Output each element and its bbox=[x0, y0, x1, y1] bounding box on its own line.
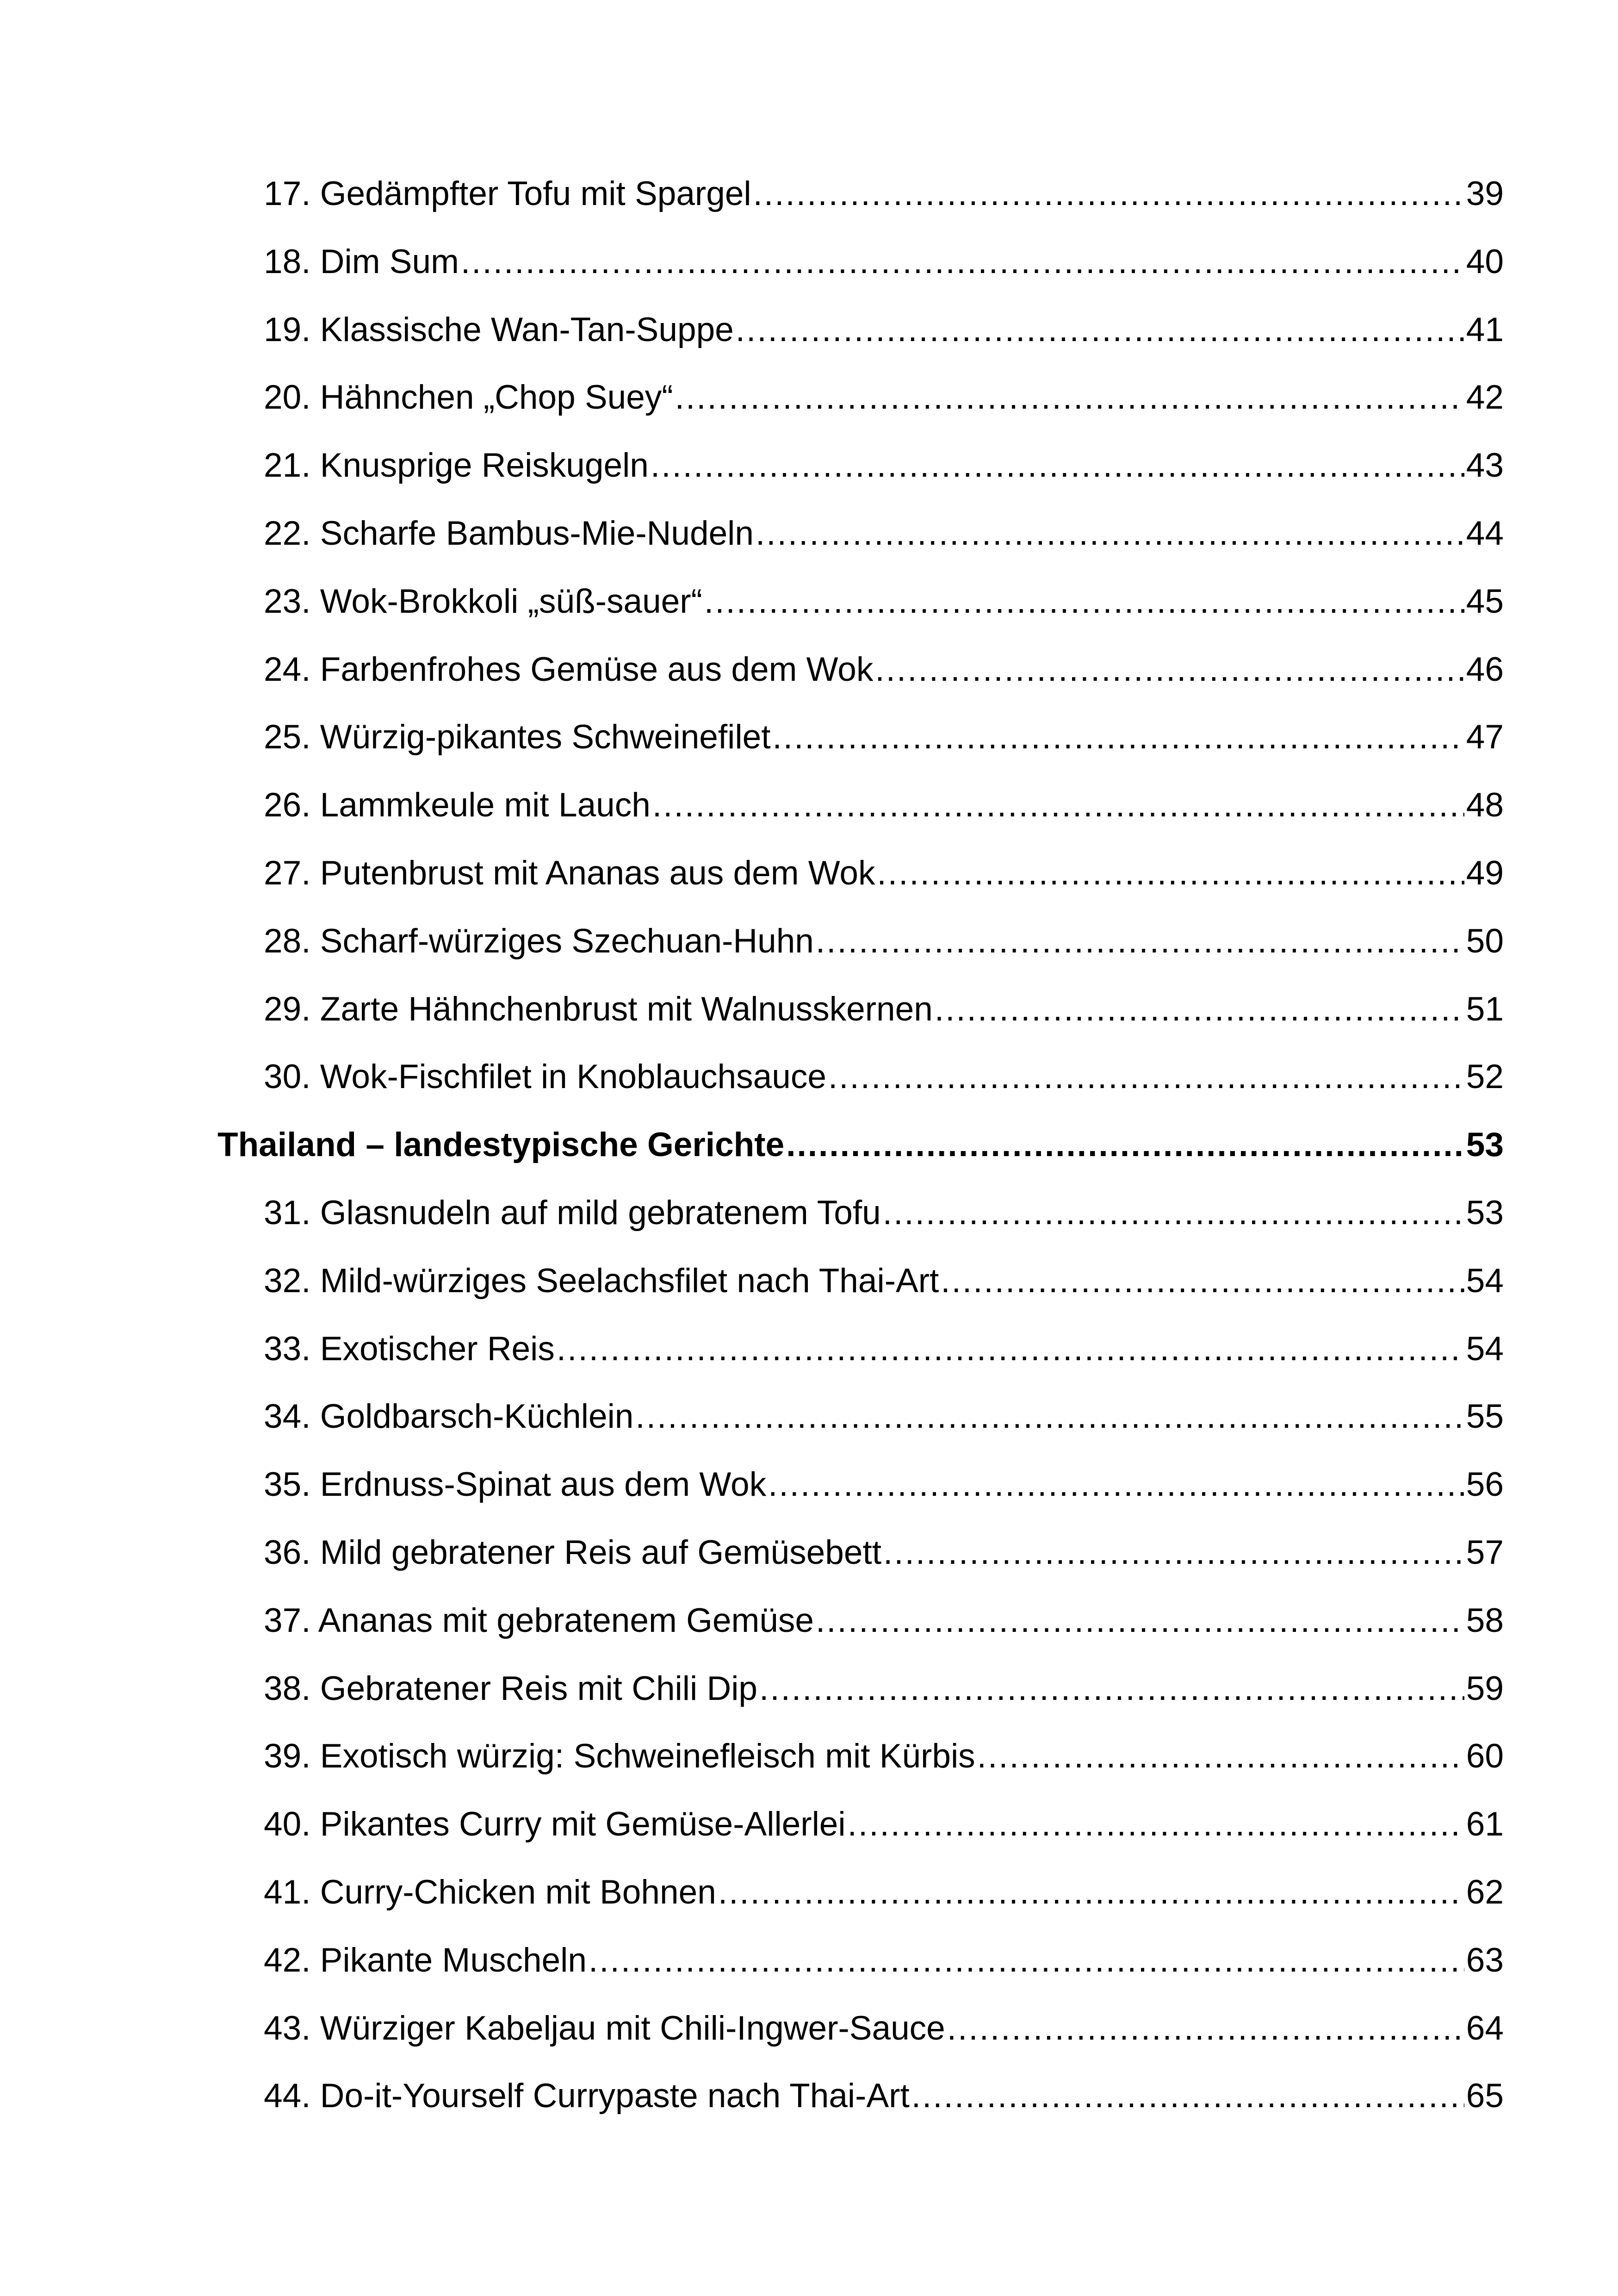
toc-page-number: 39 bbox=[1466, 175, 1504, 212]
toc-entry[interactable] bbox=[217, 1995, 1504, 2063]
toc-entry-title: 17. Gedämpfter Tofu mit Spargel bbox=[264, 175, 751, 212]
toc-entry[interactable] bbox=[217, 840, 1504, 908]
toc-dot-leader bbox=[704, 568, 1464, 636]
toc-page-number: 45 bbox=[1466, 582, 1504, 620]
toc-dot-leader bbox=[883, 1179, 1464, 1247]
toc-entry[interactable] bbox=[217, 1655, 1504, 1723]
toc-dot-leader bbox=[635, 1383, 1464, 1451]
toc-page-number: 46 bbox=[1466, 650, 1504, 688]
toc-entry-title: 20. Hähnchen „Chop Suey“ bbox=[264, 379, 673, 417]
toc-dot-leader bbox=[651, 432, 1464, 500]
toc-page-number: 43 bbox=[1466, 447, 1504, 485]
toc-dot-leader bbox=[911, 2062, 1464, 2130]
toc-entry[interactable] bbox=[217, 976, 1504, 1044]
toc-page-number: 58 bbox=[1466, 1601, 1504, 1639]
toc-section-title: Thailand – landestypische Gerichte bbox=[217, 1126, 785, 1164]
toc-entry[interactable] bbox=[217, 1791, 1504, 1859]
toc-entry-title: 32. Mild-würziges Seelachsfilet nach Thai-Art bbox=[264, 1262, 939, 1300]
toc-page-number: 44 bbox=[1466, 514, 1504, 552]
toc-page-number: 57 bbox=[1466, 1533, 1504, 1571]
toc-dot-leader bbox=[652, 772, 1464, 840]
toc-page-number: 54 bbox=[1466, 1262, 1504, 1300]
toc-entry[interactable] bbox=[217, 2062, 1504, 2130]
toc-entry[interactable] bbox=[217, 1383, 1504, 1451]
toc-entry-title: 44. Do-it-Yourself Currypaste nach Thai-Art bbox=[264, 2077, 910, 2115]
toc-dot-leader bbox=[675, 364, 1464, 432]
toc-entry[interactable] bbox=[217, 1927, 1504, 1995]
toc-entry-title: 38. Gebratener Reis mit Chili Dip bbox=[264, 1669, 758, 1707]
toc-page-number: 53 bbox=[1466, 1126, 1504, 1164]
toc-entry[interactable] bbox=[217, 1451, 1504, 1519]
toc-dot-leader bbox=[773, 703, 1464, 772]
toc-page-number: 51 bbox=[1466, 990, 1504, 1028]
toc-dot-leader bbox=[828, 1043, 1464, 1111]
toc-dot-leader bbox=[589, 1927, 1464, 1995]
toc-page-number: 61 bbox=[1466, 1805, 1504, 1843]
toc-entry[interactable] bbox=[217, 500, 1504, 568]
toc-entry-title: 29. Zarte Hähnchenbrust mit Walnusskernen bbox=[264, 990, 933, 1028]
toc-entry-title: 21. Knusprige Reiskugeln bbox=[264, 447, 649, 485]
toc-entry[interactable] bbox=[217, 1043, 1504, 1111]
toc-entry-title: 34. Goldbarsch-Küchlein bbox=[264, 1398, 634, 1436]
toc-entry[interactable] bbox=[217, 432, 1504, 500]
toc-page-number: 53 bbox=[1466, 1194, 1504, 1232]
toc-entry-title: 39. Exotisch würzig: Schweinefleisch mit Kürbis bbox=[264, 1737, 975, 1775]
toc-entry[interactable] bbox=[217, 1519, 1504, 1587]
toc-dot-leader bbox=[718, 1859, 1464, 1927]
toc-entry-title: 31. Glasnudeln auf mild gebratenem Tofu bbox=[264, 1194, 881, 1232]
toc-page-number: 55 bbox=[1466, 1398, 1504, 1436]
table-of-contents bbox=[217, 160, 1504, 2130]
toc-entry[interactable] bbox=[217, 296, 1504, 364]
toc-entry-title: 19. Klassische Wan-Tan-Suppe bbox=[264, 311, 734, 348]
toc-dot-leader bbox=[883, 1519, 1464, 1587]
toc-page-number: 59 bbox=[1466, 1669, 1504, 1707]
toc-dot-leader bbox=[935, 976, 1464, 1044]
toc-dot-leader bbox=[768, 1451, 1464, 1519]
toc-entry-title: 43. Würziger Kabeljau mit Chili-Ingwer-Sauce bbox=[264, 2009, 945, 2047]
toc-entry[interactable] bbox=[217, 364, 1504, 432]
toc-page-number: 47 bbox=[1466, 718, 1504, 756]
toc-entry[interactable] bbox=[217, 1315, 1504, 1383]
toc-dot-leader bbox=[875, 636, 1464, 704]
toc-entry[interactable] bbox=[217, 1859, 1504, 1927]
toc-dot-leader bbox=[756, 500, 1464, 568]
toc-entry-title: 35. Erdnuss-Spinat aus dem Wok bbox=[264, 1466, 767, 1504]
toc-page-number: 50 bbox=[1466, 922, 1504, 960]
toc-entry-title: 30. Wok-Fischfilet in Knoblauchsauce bbox=[264, 1058, 826, 1096]
toc-page-number: 49 bbox=[1466, 854, 1504, 892]
toc-entry-title: 23. Wok-Brokkoli „süß-sauer“ bbox=[264, 582, 702, 620]
toc-page-number: 62 bbox=[1466, 1873, 1504, 1911]
toc-page-number: 65 bbox=[1466, 2077, 1504, 2115]
toc-entry[interactable] bbox=[217, 1587, 1504, 1655]
toc-dot-leader bbox=[786, 1111, 1464, 1179]
toc-page-number: 54 bbox=[1466, 1330, 1504, 1368]
toc-section-heading[interactable] bbox=[217, 1111, 1504, 1179]
toc-entry-title: 27. Putenbrust mit Ananas aus dem Wok bbox=[264, 854, 875, 892]
toc-page-number: 40 bbox=[1466, 243, 1504, 280]
toc-page-number: 48 bbox=[1466, 786, 1504, 824]
toc-dot-leader bbox=[816, 908, 1464, 976]
toc-dot-leader bbox=[941, 1247, 1464, 1315]
toc-entry[interactable] bbox=[217, 908, 1504, 976]
toc-entry[interactable] bbox=[217, 1723, 1504, 1791]
toc-page-number: 64 bbox=[1466, 2009, 1504, 2047]
toc-entry[interactable] bbox=[217, 1247, 1504, 1315]
toc-entry-title: 40. Pikantes Curry mit Gemüse-Allerlei bbox=[264, 1805, 846, 1843]
toc-entry-title: 25. Würzig-pikantes Schweinefilet bbox=[264, 718, 771, 756]
toc-entry[interactable] bbox=[217, 1179, 1504, 1247]
toc-dot-leader bbox=[816, 1587, 1464, 1655]
toc-dot-leader bbox=[461, 228, 1464, 296]
toc-entry-title: 24. Farbenfrohes Gemüse aus dem Wok bbox=[264, 650, 874, 688]
toc-page-number: 63 bbox=[1466, 1941, 1504, 1979]
toc-entry-title: 28. Scharf-würziges Szechuan-Huhn bbox=[264, 922, 814, 960]
toc-dot-leader bbox=[877, 840, 1464, 908]
toc-entry[interactable] bbox=[217, 772, 1504, 840]
toc-entry-title: 26. Lammkeule mit Lauch bbox=[264, 786, 651, 824]
toc-page-number: 60 bbox=[1466, 1737, 1504, 1775]
toc-dot-leader bbox=[947, 1995, 1464, 2063]
toc-page-number: 52 bbox=[1466, 1058, 1504, 1096]
toc-entry[interactable] bbox=[217, 568, 1504, 636]
toc-dot-leader bbox=[557, 1315, 1464, 1383]
toc-dot-leader bbox=[977, 1723, 1464, 1791]
toc-dot-leader bbox=[848, 1791, 1464, 1859]
toc-entry-title: 33. Exotischer Reis bbox=[264, 1330, 555, 1368]
toc-entry-title: 37. Ananas mit gebratenem Gemüse bbox=[264, 1601, 814, 1639]
toc-entry[interactable] bbox=[217, 636, 1504, 704]
toc-entry-title: 41. Curry-Chicken mit Bohnen bbox=[264, 1873, 716, 1911]
toc-entry[interactable] bbox=[217, 703, 1504, 772]
toc-dot-leader bbox=[759, 1655, 1464, 1723]
toc-entry-title: 36. Mild gebratener Reis auf Gemüsebett bbox=[264, 1533, 881, 1571]
toc-page-number: 56 bbox=[1466, 1466, 1504, 1504]
toc-dot-leader bbox=[736, 296, 1464, 364]
toc-entry-title: 22. Scharfe Bambus-Mie-Nudeln bbox=[264, 514, 754, 552]
toc-entry[interactable] bbox=[217, 160, 1504, 228]
toc-entry-title: 42. Pikante Muscheln bbox=[264, 1941, 587, 1979]
toc-entry[interactable] bbox=[217, 228, 1504, 296]
toc-entry-title: 18. Dim Sum bbox=[264, 243, 459, 280]
toc-page-number: 41 bbox=[1466, 311, 1504, 348]
toc-page-number: 42 bbox=[1466, 379, 1504, 417]
toc-dot-leader bbox=[753, 160, 1464, 228]
